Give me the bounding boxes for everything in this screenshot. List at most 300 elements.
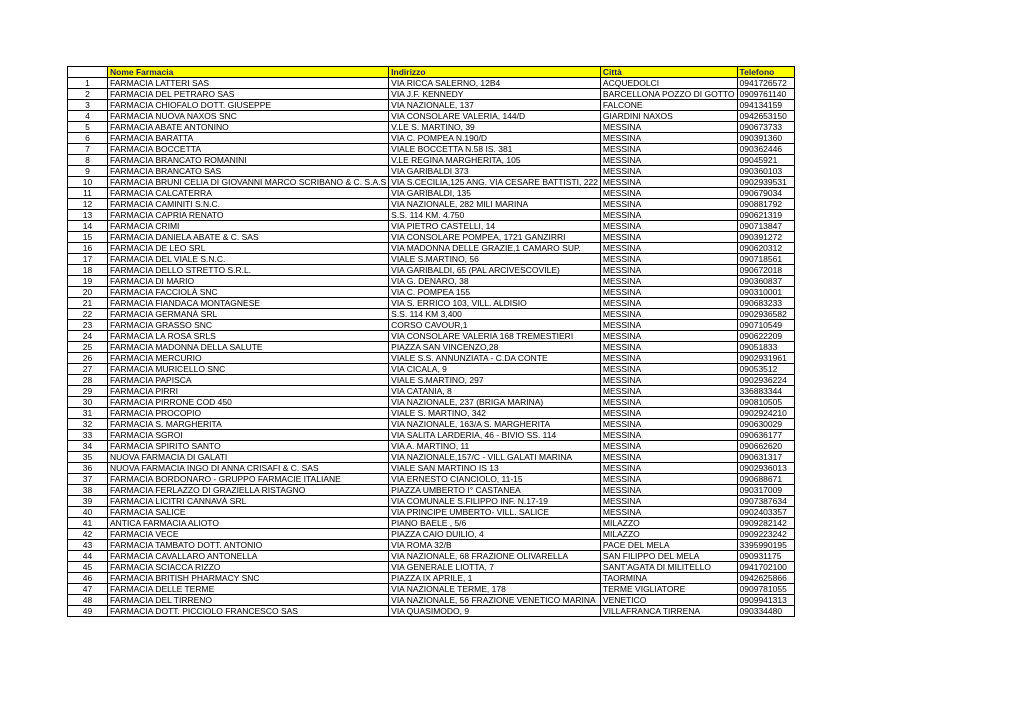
pharmacy-city: MESSINA	[600, 144, 737, 155]
table-row	[68, 419, 795, 430]
pharmacy-phone: 090360837	[737, 276, 794, 287]
row-number: 25	[68, 342, 108, 353]
pharmacy-city: MESSINA	[600, 265, 737, 276]
pharmacy-phone: 090672018	[737, 265, 794, 276]
pharmacy-phone: 090688671	[737, 474, 794, 485]
table-row	[68, 100, 795, 111]
pharmacy-city: MESSINA	[600, 342, 737, 353]
pharmacy-name: FARMACIA DOTT. PICCIOLO FRANCESCO SAS	[108, 606, 389, 617]
pharmacy-city: MESSINA	[600, 463, 737, 474]
pharmacy-city: MILAZZO	[600, 529, 737, 540]
pharmacy-address: S.S. 114 KM. 4.750	[389, 210, 601, 221]
table-row	[68, 496, 795, 507]
pharmacy-phone: 0942653150	[737, 111, 794, 122]
row-number: 26	[68, 353, 108, 364]
pharmacy-city: MESSINA	[600, 188, 737, 199]
pharmacy-city: SANT'AGATA DI MILITELLO	[600, 562, 737, 573]
row-number: 5	[68, 122, 108, 133]
pharmacy-phone: 0902931961	[737, 353, 794, 364]
pharmacy-phone: 0902936013	[737, 463, 794, 474]
pharmacy-address: VIA A. MARTINO, 11	[389, 441, 601, 452]
header-phone: Telefono	[737, 67, 794, 78]
pharmacy-city: MESSINA	[600, 496, 737, 507]
pharmacy-address: VIA CATANIA, 8	[389, 386, 601, 397]
pharmacy-city: MESSINA	[600, 331, 737, 342]
pharmacy-city: PACE DEL MELA	[600, 540, 737, 551]
row-number: 32	[68, 419, 108, 430]
table-row	[68, 78, 795, 89]
pharmacy-phone: 090360103	[737, 166, 794, 177]
table-row	[68, 518, 795, 529]
row-number: 18	[68, 265, 108, 276]
pharmacy-city: MESSINA	[600, 276, 737, 287]
pharmacy-address: VIA COMUNALE S.FILIPPO INF. N.17-19	[389, 496, 601, 507]
pharmacy-city: MESSINA	[600, 408, 737, 419]
pharmacy-phone: 090713847	[737, 221, 794, 232]
pharmacy-phone: 090630029	[737, 419, 794, 430]
pharmacy-address: VIA GARIBALDI, 65 (PAL ARCIVESCOVILE)	[389, 265, 601, 276]
pharmacy-address: VIA SALITA LARDERIA, 46 - BIVIO SS. 114	[389, 430, 601, 441]
pharmacy-name: FARMACIA DEL PETRARO SAS	[108, 89, 389, 100]
pharmacy-name: FARMACIA CHIOFALO DOTT. GIUSEPPE	[108, 100, 389, 111]
row-number: 45	[68, 562, 108, 573]
table-row	[68, 199, 795, 210]
pharmacy-name: ANTICA FARMACIA ALIOTO	[108, 518, 389, 529]
table-row	[68, 584, 795, 595]
pharmacy-name: FARMACIA DEL VIALE S.N.C.	[108, 254, 389, 265]
pharmacy-address: VIA GARIBALDI, 135	[389, 188, 601, 199]
header-row	[68, 67, 795, 78]
row-number: 21	[68, 298, 108, 309]
pharmacy-city: MESSINA	[600, 441, 737, 452]
pharmacy-address: VIA NAZIONALE, 56 FRAZIONE VENETICO MARINA	[389, 595, 601, 606]
row-number: 40	[68, 507, 108, 518]
pharmacy-address: VIA C. POMPEA N.190/D	[389, 133, 601, 144]
row-number: 2	[68, 89, 108, 100]
table-row	[68, 122, 795, 133]
pharmacy-name: FARMACIA TAMBATO DOTT. ANTONIO	[108, 540, 389, 551]
row-number: 3	[68, 100, 108, 111]
row-number: 10	[68, 177, 108, 188]
pharmacy-address: VIA NAZIONALE, 237 (BRIGA MARINA)	[389, 397, 601, 408]
pharmacy-name: FARMACIA PAPISCA	[108, 375, 389, 386]
pharmacy-city: MESSINA	[600, 298, 737, 309]
table-row	[68, 463, 795, 474]
pharmacy-address: VIA ERNESTO CIANCIOLO, 11-15	[389, 474, 601, 485]
pharmacy-city: MESSINA	[600, 221, 737, 232]
pharmacy-name: FARMACIA FERLAZZO DI GRAZIELLA RISTAGNO	[108, 485, 389, 496]
pharmacy-city: GIARDINI NAXOS	[600, 111, 737, 122]
pharmacy-address: VIA S.CECILIA,125 ANG. VIA CESARE BATTISTI, 222	[389, 177, 601, 188]
pharmacy-phone: 09051833	[737, 342, 794, 353]
pharmacy-address: VIA QUASIMODO, 9	[389, 606, 601, 617]
pharmacy-phone: 090636177	[737, 430, 794, 441]
pharmacy-name: FARMACIA PIRRI	[108, 386, 389, 397]
table-row	[68, 320, 795, 331]
table-row	[68, 210, 795, 221]
pharmacy-address: PIAZZA CAIO DUILIO, 4	[389, 529, 601, 540]
pharmacy-address: VIA CONSOLARE VALERIA 168 TREMESTIERI	[389, 331, 601, 342]
pharmacy-address: PIAZZA UMBERTO I° CASTANEA	[389, 485, 601, 496]
pharmacy-name: FARMACIA CAPRIA RENATO	[108, 210, 389, 221]
row-number: 44	[68, 551, 108, 562]
pharmacy-address: VIA S. ERRICO 103, VILL. ALDISIO	[389, 298, 601, 309]
pharmacy-city: MESSINA	[600, 133, 737, 144]
row-number: 11	[68, 188, 108, 199]
pharmacy-phone: 090622209	[737, 331, 794, 342]
pharmacy-address: VIA CONSOLARE VALERIA, 144/D	[389, 111, 601, 122]
pharmacy-name: FARMACIA LATTERI SAS	[108, 78, 389, 89]
pharmacy-city: TERME VIGLIATORE	[600, 584, 737, 595]
pharmacy-name: FARMACIA GRASSO SNC	[108, 320, 389, 331]
pharmacy-phone: 090810505	[737, 397, 794, 408]
table-row	[68, 188, 795, 199]
table-row	[68, 221, 795, 232]
pharmacy-phone: 3395990195	[737, 540, 794, 551]
pharmacy-phone: 0909781055	[737, 584, 794, 595]
row-number: 1	[68, 78, 108, 89]
table-row	[68, 430, 795, 441]
row-number: 35	[68, 452, 108, 463]
pharmacy-phone: 090662620	[737, 441, 794, 452]
pharmacy-name: FARMACIA BRANCATO ROMANINI	[108, 155, 389, 166]
row-number: 48	[68, 595, 108, 606]
table-row	[68, 441, 795, 452]
pharmacy-name: NUOVA FARMACIA DI GALATI	[108, 452, 389, 463]
header-city: Città	[600, 67, 737, 78]
table-row	[68, 606, 795, 617]
pharmacy-phone: 090621319	[737, 210, 794, 221]
table-row	[68, 474, 795, 485]
pharmacy-name: FARMACIA CALCATERRA	[108, 188, 389, 199]
table-row	[68, 375, 795, 386]
pharmacy-city: MESSINA	[600, 320, 737, 331]
pharmacy-table	[67, 66, 795, 617]
pharmacy-address: VIALE SAN MARTINO IS 13	[389, 463, 601, 474]
pharmacy-name: FARMACIA DELLE TERME	[108, 584, 389, 595]
pharmacy-address: VIA G. DENARO, 38	[389, 276, 601, 287]
table-row	[68, 144, 795, 155]
pharmacy-phone: 094134159	[737, 100, 794, 111]
table-row	[68, 529, 795, 540]
row-number: 12	[68, 199, 108, 210]
pharmacy-phone: 0902403357	[737, 507, 794, 518]
pharmacy-phone: 0902924210	[737, 408, 794, 419]
pharmacy-name: FARMACIA CAVALLARO ANTONELLA	[108, 551, 389, 562]
row-number: 39	[68, 496, 108, 507]
pharmacy-phone: 090334480	[737, 606, 794, 617]
pharmacy-address: VIA J.F. KENNEDY	[389, 89, 601, 100]
pharmacy-address: VIA C. POMPEA 155	[389, 287, 601, 298]
pharmacy-city: MESSINA	[600, 155, 737, 166]
pharmacy-address: VIA CICALA, 9	[389, 364, 601, 375]
row-number: 4	[68, 111, 108, 122]
pharmacy-phone: 0942625866	[737, 573, 794, 584]
pharmacy-name: FARMACIA LICITRI CANNAVÀ SRL	[108, 496, 389, 507]
row-number: 36	[68, 463, 108, 474]
table-row	[68, 298, 795, 309]
pharmacy-address: PIAZZA IX APRILE, 1	[389, 573, 601, 584]
row-number: 23	[68, 320, 108, 331]
pharmacy-phone: 0907387634	[737, 496, 794, 507]
pharmacy-address: S.S. 114 KM 3,400	[389, 309, 601, 320]
pharmacy-name: FARMACIA SALICE	[108, 507, 389, 518]
pharmacy-city: MESSINA	[600, 232, 737, 243]
row-number: 38	[68, 485, 108, 496]
pharmacy-name: FARMACIA SCIACCA RIZZO	[108, 562, 389, 573]
table-row	[68, 309, 795, 320]
row-number: 20	[68, 287, 108, 298]
row-number: 42	[68, 529, 108, 540]
table-row	[68, 111, 795, 122]
pharmacy-city: MESSINA	[600, 309, 737, 320]
pharmacy-name: FARMACIA BOCCETTA	[108, 144, 389, 155]
pharmacy-city: MESSINA	[600, 166, 737, 177]
row-number: 28	[68, 375, 108, 386]
pharmacy-address: VIA PIETRO CASTELLI, 14	[389, 221, 601, 232]
pharmacy-city: MESSINA	[600, 419, 737, 430]
pharmacy-city: MESSINA	[600, 287, 737, 298]
pharmacy-city: ACQUEDOLCI	[600, 78, 737, 89]
pharmacy-name: FARMACIA FIANDACA MONTAGNESE	[108, 298, 389, 309]
pharmacy-phone: 090391272	[737, 232, 794, 243]
table-row	[68, 166, 795, 177]
pharmacy-name: FARMACIA NUOVA NAXOS SNC	[108, 111, 389, 122]
row-number: 46	[68, 573, 108, 584]
row-number: 30	[68, 397, 108, 408]
row-number: 49	[68, 606, 108, 617]
pharmacy-address: VIA PRINCIPE UMBERTO- VILL. SALICE	[389, 507, 601, 518]
table-row	[68, 177, 795, 188]
table-row	[68, 133, 795, 144]
row-number: 27	[68, 364, 108, 375]
table-row	[68, 155, 795, 166]
pharmacy-address: VIA NAZIONALE, 68 FRAZIONE OLIVARELLA	[389, 551, 601, 562]
pharmacy-phone: 090310001	[737, 287, 794, 298]
pharmacy-name: FARMACIA DEL TIRRENO	[108, 595, 389, 606]
pharmacy-address: VIA NAZIONALE, 282 MILI MARINA	[389, 199, 601, 210]
pharmacy-name: NUOVA FARMACIA INGO DI ANNA CRISAFI & C. SAS	[108, 463, 389, 474]
pharmacy-city: MESSINA	[600, 210, 737, 221]
pharmacy-city: MESSINA	[600, 485, 737, 496]
row-number: 15	[68, 232, 108, 243]
row-number: 16	[68, 243, 108, 254]
pharmacy-name: FARMACIA S. MARGHERITA	[108, 419, 389, 430]
pharmacy-name: FARMACIA BRITISH PHARMACY SNC	[108, 573, 389, 584]
row-number: 43	[68, 540, 108, 551]
pharmacy-phone: 336883344	[737, 386, 794, 397]
pharmacy-city: VILLAFRANCA TIRRENA	[600, 606, 737, 617]
pharmacy-city: MESSINA	[600, 375, 737, 386]
pharmacy-name: FARMACIA BARATTA	[108, 133, 389, 144]
row-number: 31	[68, 408, 108, 419]
pharmacy-address: VIA NAZIONALE,157/C - VILL GALATI MARINA	[389, 452, 601, 463]
row-number: 34	[68, 441, 108, 452]
pharmacy-name: FARMACIA BORDONARO - GRUPPO FARMACIE ITALIANE	[108, 474, 389, 485]
pharmacy-address: VIALE S. MARTINO, 342	[389, 408, 601, 419]
pharmacy-address: VIA GARIBALDI 373	[389, 166, 601, 177]
pharmacy-name: FARMACIA VECE	[108, 529, 389, 540]
pharmacy-name: FARMACIA MADONNA DELLA SALUTE	[108, 342, 389, 353]
pharmacy-city: MESSINA	[600, 397, 737, 408]
pharmacy-address: CORSO CAVOUR,1	[389, 320, 601, 331]
table-row	[68, 276, 795, 287]
header-name: Nome Farmacia	[108, 67, 389, 78]
table-row	[68, 507, 795, 518]
pharmacy-name: FARMACIA LA ROSA SRLS	[108, 331, 389, 342]
table-row	[68, 89, 795, 100]
pharmacy-phone: 0902939531	[737, 177, 794, 188]
row-number: 22	[68, 309, 108, 320]
pharmacy-phone: 090673733	[737, 122, 794, 133]
pharmacy-address: VIA NAZIONALE TERME, 178	[389, 584, 601, 595]
pharmacy-city: MESSINA	[600, 386, 737, 397]
pharmacy-city: MESSINA	[600, 177, 737, 188]
pharmacy-address: VIA NAZIONALE, 137	[389, 100, 601, 111]
row-number: 14	[68, 221, 108, 232]
pharmacy-phone: 090679034	[737, 188, 794, 199]
pharmacy-phone: 09053512	[737, 364, 794, 375]
table-row	[68, 364, 795, 375]
table-row	[68, 562, 795, 573]
row-number: 9	[68, 166, 108, 177]
row-number: 8	[68, 155, 108, 166]
row-number: 47	[68, 584, 108, 595]
pharmacy-phone: 09045921	[737, 155, 794, 166]
pharmacy-address: VIALE S.S. ANNUNZIATA - C.DA CONTE	[389, 353, 601, 364]
pharmacy-phone: 090620312	[737, 243, 794, 254]
pharmacy-city: MESSINA	[600, 364, 737, 375]
pharmacy-phone: 0909282142	[737, 518, 794, 529]
pharmacy-phone: 090362446	[737, 144, 794, 155]
pharmacy-address: VIA GENERALE LIOTTA, 7	[389, 562, 601, 573]
pharmacy-phone: 0902936582	[737, 309, 794, 320]
pharmacy-phone: 090710549	[737, 320, 794, 331]
table-row	[68, 232, 795, 243]
table-row	[68, 353, 795, 364]
pharmacy-name: FARMACIA SGROI	[108, 430, 389, 441]
pharmacy-address: VIALE S.MARTINO, 56	[389, 254, 601, 265]
pharmacy-phone: 090391360	[737, 133, 794, 144]
pharmacy-name: FARMACIA BRANCATO SAS	[108, 166, 389, 177]
pharmacy-name: FARMACIA PROCOPIO	[108, 408, 389, 419]
pharmacy-name: FARMACIA ABATE ANTONINO	[108, 122, 389, 133]
pharmacy-address: V.LE REGINA MARGHERITA, 105	[389, 155, 601, 166]
pharmacy-city: MESSINA	[600, 474, 737, 485]
pharmacy-city: MESSINA	[600, 452, 737, 463]
pharmacy-city: MESSINA	[600, 243, 737, 254]
pharmacy-city: SAN FILIPPO DEL MELA	[600, 551, 737, 562]
pharmacy-city: FALCONE	[600, 100, 737, 111]
row-number: 24	[68, 331, 108, 342]
pharmacy-phone: 090631317	[737, 452, 794, 463]
pharmacy-address: PIANO BAELE , 5/6	[389, 518, 601, 529]
pharmacy-city: MESSINA	[600, 122, 737, 133]
row-number: 13	[68, 210, 108, 221]
row-number: 19	[68, 276, 108, 287]
table-row	[68, 573, 795, 584]
row-number: 41	[68, 518, 108, 529]
pharmacy-address: VIA RICCA SALERNO, 12B4	[389, 78, 601, 89]
table-row	[68, 408, 795, 419]
pharmacy-address: PIAZZA SAN VINCENZO,28	[389, 342, 601, 353]
table-row	[68, 331, 795, 342]
header-address: Indirizzo	[389, 67, 601, 78]
table-row	[68, 397, 795, 408]
pharmacy-phone: 090881792	[737, 199, 794, 210]
pharmacy-phone: 090931175	[737, 551, 794, 562]
pharmacy-address: VIALE BOCCETTA N.58 IS. 381	[389, 144, 601, 155]
pharmacy-city: MESSINA	[600, 353, 737, 364]
row-number: 7	[68, 144, 108, 155]
pharmacy-name: FARMACIA BRUNI CELIA DI GIOVANNI MARCO SCRIBANO & C. S.A.S	[108, 177, 389, 188]
pharmacy-address: VIA NAZIONALE, 163/A S. MARGHERITA	[389, 419, 601, 430]
pharmacy-city: BARCELLONA POZZO DI GOTTO	[600, 89, 737, 100]
table-row	[68, 452, 795, 463]
pharmacy-city: TAORMINA	[600, 573, 737, 584]
pharmacy-address: V.LE S. MARTINO, 39	[389, 122, 601, 133]
table-row	[68, 485, 795, 496]
pharmacy-name: FARMACIA DI MARIO	[108, 276, 389, 287]
row-number: 6	[68, 133, 108, 144]
pharmacy-name: FARMACIA CAMINITI S.N.C.	[108, 199, 389, 210]
pharmacy-name: FARMACIA MURICELLO SNC	[108, 364, 389, 375]
pharmacy-name: FARMACIA GERMANÀ SRL	[108, 309, 389, 320]
pharmacy-phone: 0941702100	[737, 562, 794, 573]
pharmacy-name: FARMACIA SPIRITO SANTO	[108, 441, 389, 452]
pharmacy-city: MESSINA	[600, 199, 737, 210]
table-row	[68, 551, 795, 562]
pharmacy-name: FARMACIA CRIMI	[108, 221, 389, 232]
pharmacy-city: MESSINA	[600, 430, 737, 441]
pharmacy-name: FARMACIA FACCIOLÀ SNC	[108, 287, 389, 298]
table-row	[68, 254, 795, 265]
table-row	[68, 540, 795, 551]
pharmacy-phone: 0902936224	[737, 375, 794, 386]
table-row	[68, 386, 795, 397]
pharmacy-name: FARMACIA MERCURIO	[108, 353, 389, 364]
pharmacy-phone: 090718561	[737, 254, 794, 265]
pharmacy-name: FARMACIA DANIELA ABATE & C. SAS	[108, 232, 389, 243]
table-row	[68, 342, 795, 353]
table-row	[68, 595, 795, 606]
row-number: 37	[68, 474, 108, 485]
pharmacy-name: FARMACIA DELLO STRETTO S.R.L.	[108, 265, 389, 276]
pharmacy-phone: 090683233	[737, 298, 794, 309]
pharmacy-address: VIA CONSOLARE POMPEA, 1721 GANZIRRI	[389, 232, 601, 243]
pharmacy-phone: 0941726572	[737, 78, 794, 89]
pharmacy-name: FARMACIA DE LEO SRL	[108, 243, 389, 254]
pharmacy-name: FARMACIA PIRRONE COD 450	[108, 397, 389, 408]
pharmacy-city: VENETICO	[600, 595, 737, 606]
header-number	[68, 67, 108, 78]
pharmacy-city: MESSINA	[600, 507, 737, 518]
pharmacy-address: VIA ROMA 32/B	[389, 540, 601, 551]
pharmacy-city: MILAZZO	[600, 518, 737, 529]
pharmacy-address: VIA MADONNA DELLE GRAZIE,1 CAMARO SUP.	[389, 243, 601, 254]
table-row	[68, 287, 795, 298]
pharmacy-phone: 0909223242	[737, 529, 794, 540]
pharmacy-phone: 0909761140	[737, 89, 794, 100]
row-number: 33	[68, 430, 108, 441]
pharmacy-phone: 090317009	[737, 485, 794, 496]
row-number: 29	[68, 386, 108, 397]
row-number: 17	[68, 254, 108, 265]
pharmacy-phone: 0909941313	[737, 595, 794, 606]
pharmacy-city: MESSINA	[600, 254, 737, 265]
table-row	[68, 243, 795, 254]
table-row	[68, 265, 795, 276]
